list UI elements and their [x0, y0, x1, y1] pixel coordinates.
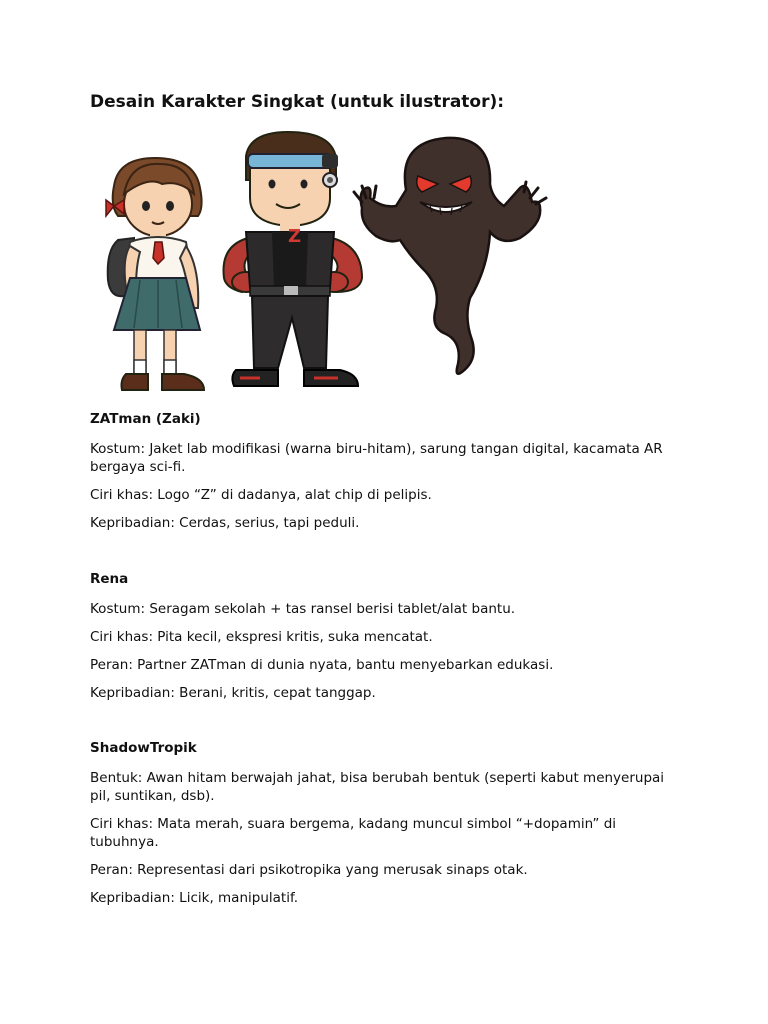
section-line: Ciri khas: Pita kecil, ekspresi kritis, suka mencatat. — [90, 629, 433, 645]
section-line: Kostum: Jaket lab modifikasi (warna biru-hitam), sarung tangan digital, kacamata AR bergaya sci-fi. — [90, 441, 663, 475]
section-heading: Rena — [90, 571, 129, 587]
section-line: Peran: Representasi dari psikotropika yang merusak sinaps otak. — [90, 862, 528, 878]
section-line: Kepribadian: Berani, kritis, cepat tanggap. — [90, 685, 376, 701]
section-zatman — [90, 410, 670, 542]
section-line: Kepribadian: Licik, manipulatif. — [90, 890, 299, 906]
section-line: Ciri khas: Logo “Z” di dadanya, alat chip di pelipis. — [90, 487, 432, 503]
section-rena — [90, 570, 670, 712]
shadowtropik-figure — [354, 138, 546, 374]
section-line: Kostum: Seragam sekolah + tas ransel berisi tablet/alat bantu. — [90, 601, 516, 617]
section-line: Peran: Partner ZATman di dunia nyata, bantu menyebarkan edukasi. — [90, 657, 554, 673]
z-logo: Z — [288, 226, 302, 247]
section-shadowtropik — [90, 739, 670, 917]
section-heading: ZATman (Zaki) — [90, 411, 201, 427]
zatman-figure — [224, 132, 363, 386]
section-line: Ciri khas: Mata merah, suara bergema, kadang muncul simbol “+dopamin” di tubuhnya. — [90, 816, 617, 850]
document-title: Desain Karakter Singkat (untuk ilustrator): — [90, 92, 505, 112]
rena-figure — [106, 158, 204, 390]
section-heading: ShadowTropik — [90, 740, 197, 756]
section-line: Bentuk: Awan hitam berwajah jahat, bisa berubah bentuk (seperti kabut menyerupai pil, suntikan, dsb). — [90, 770, 665, 804]
section-line: Kepribadian: Cerdas, serius, tapi peduli. — [90, 515, 360, 531]
character-illustration — [100, 128, 550, 400]
